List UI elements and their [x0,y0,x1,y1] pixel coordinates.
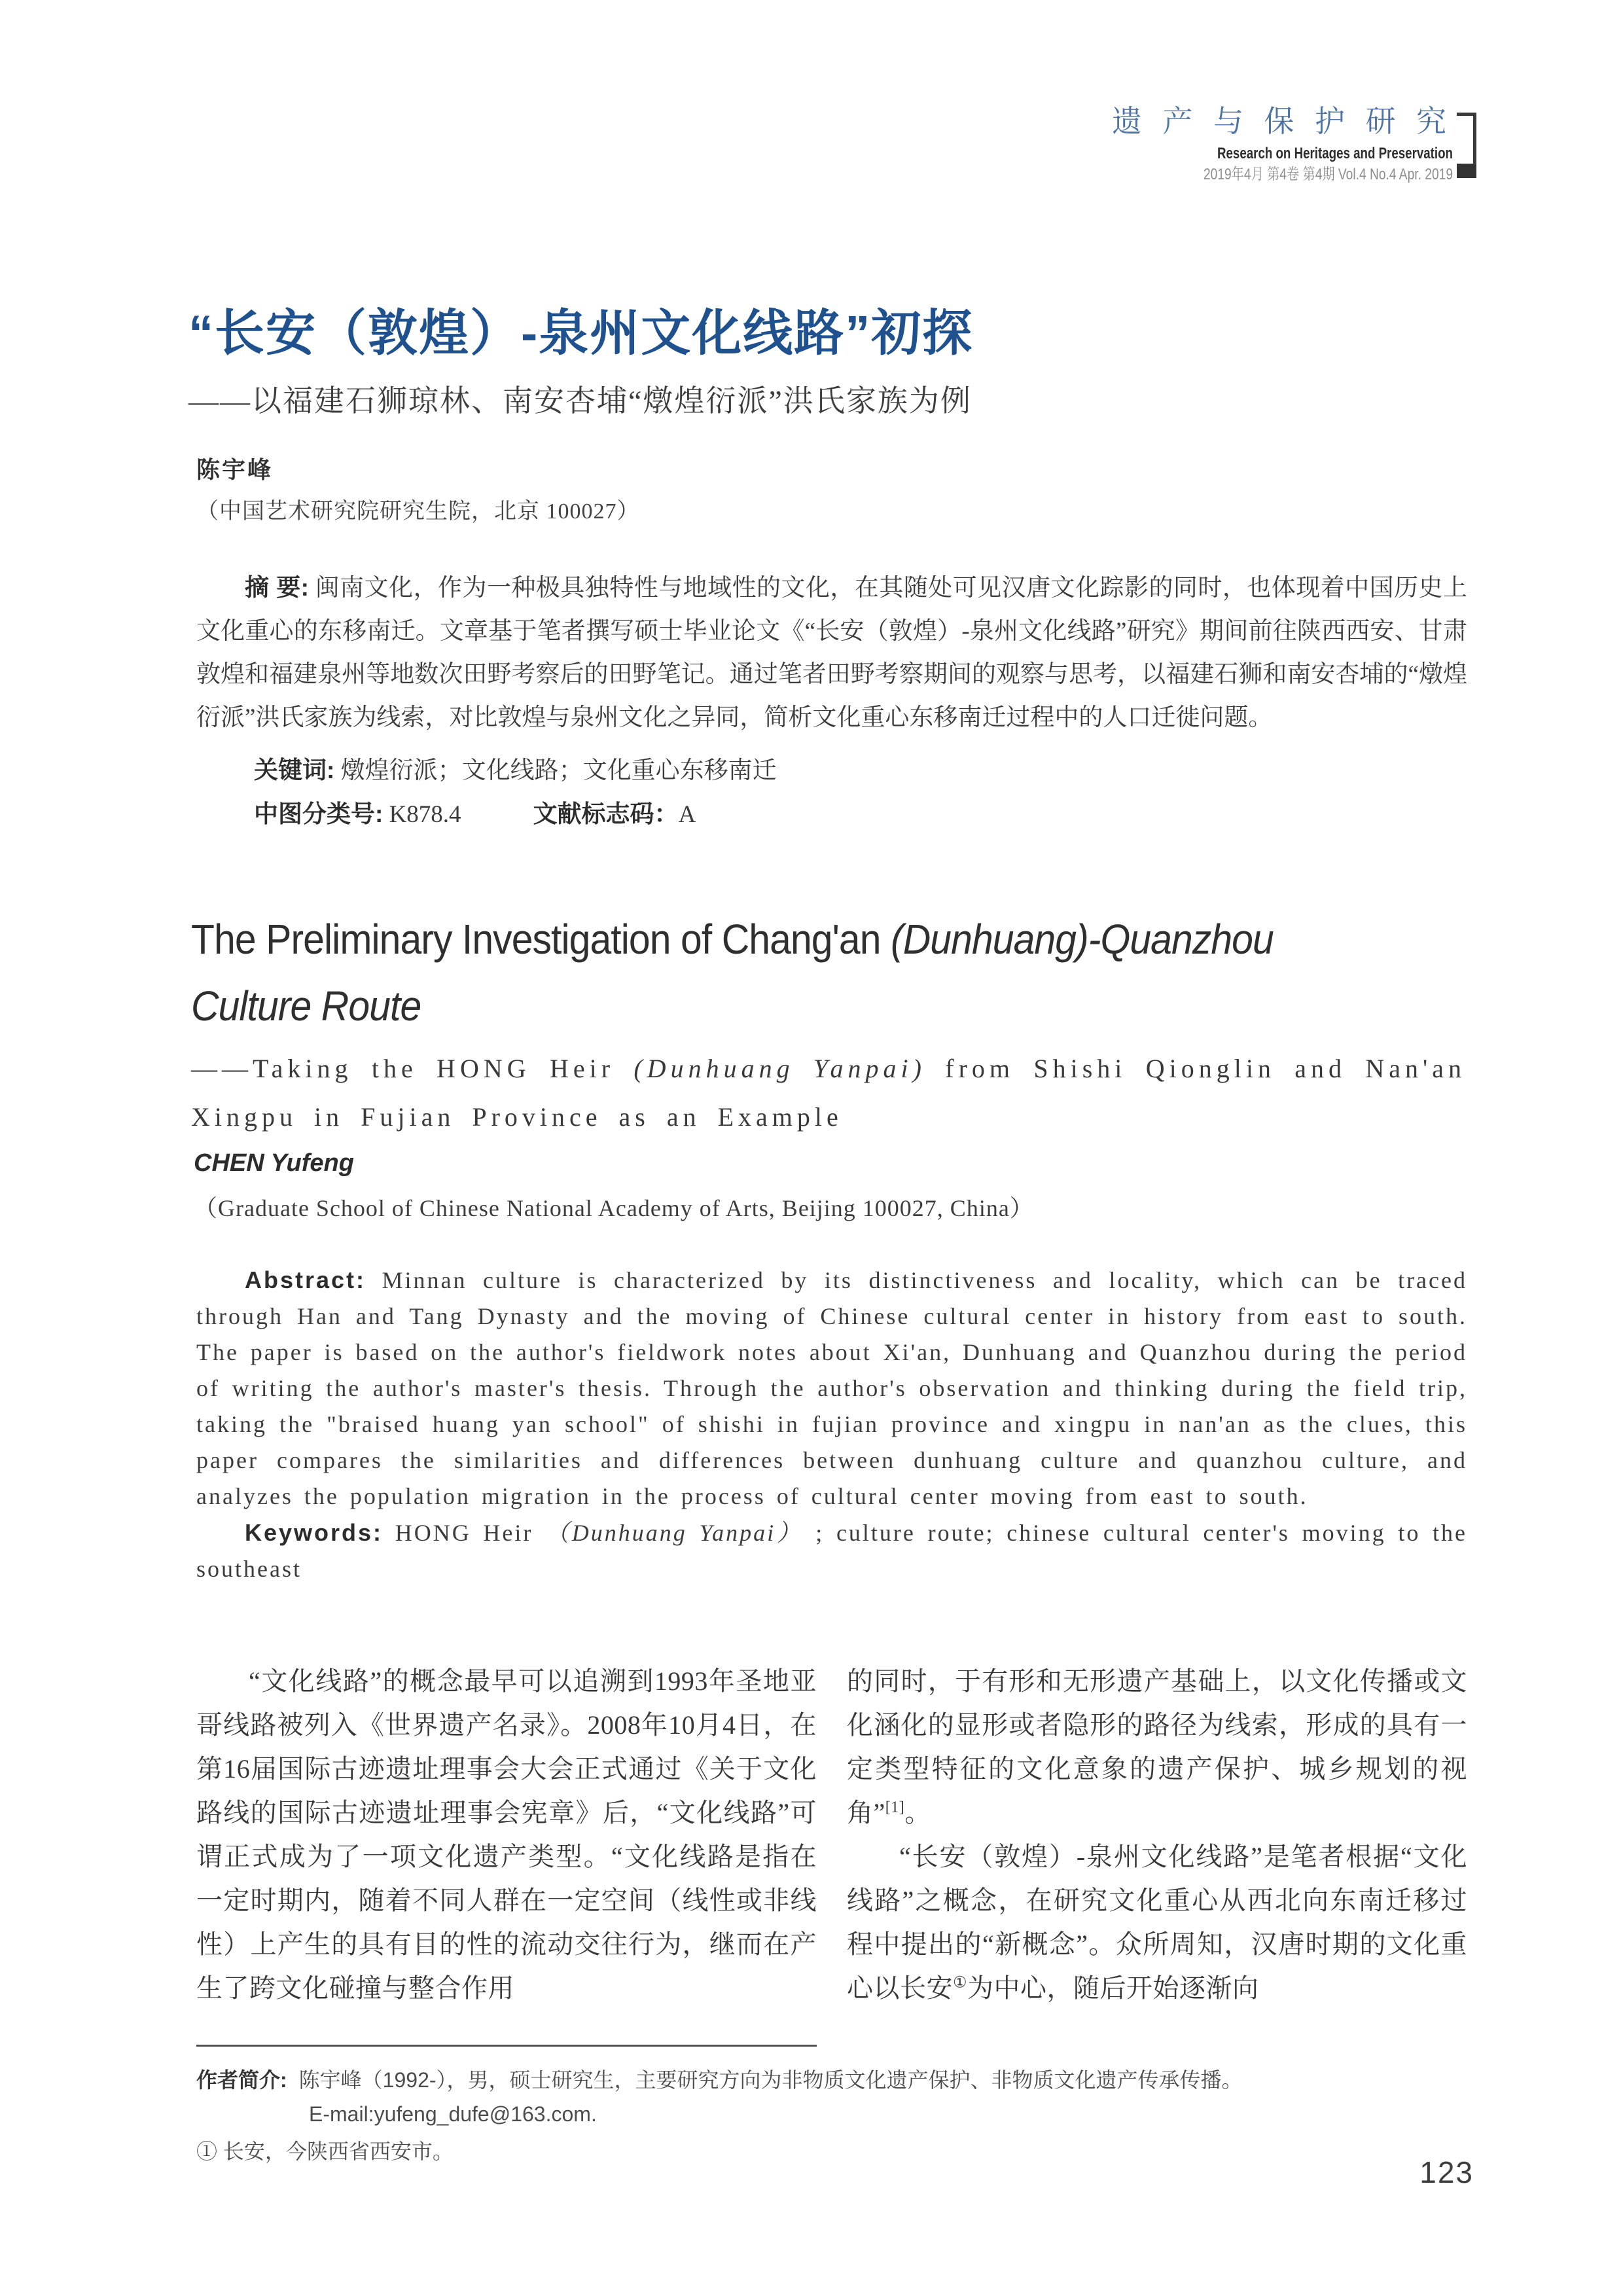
article-subtitle-en [191,1045,1466,1141]
journal-name-cn: 遗 产 与 保 护 研 究 [1112,105,1453,138]
reference-superscript-1: [1] [885,1799,905,1816]
journal-header [1112,103,1453,185]
keywords-en-italic: （Dunhuang Yanpai） [545,1520,804,1546]
subtitle-en-italic: (Dunhuang Yanpai) [633,1054,926,1083]
abstract-cn-paragraph [196,566,1467,740]
author-name-cn: 陈宇峰 [196,456,274,483]
doc-code-label: 文献标志码： [533,800,679,827]
author-affiliation-en: （Graduate School of Chinese National Academy of Arts, Beijing 100027, China） [194,1195,1034,1221]
clc-label: 中图分类号: [254,800,383,827]
title-en-regular: The Preliminary Investigation of Chang'an [191,916,891,963]
keywords-cn-label: 关键词: [254,757,335,783]
subtitle-en-post: from Shishi Qionglin and Nan'an Xingpu in Fujian Province as an Example [191,1054,1466,1132]
abstract-en-section [196,1262,1467,1587]
author-name-en: CHEN Yufeng [194,1149,354,1177]
keywords-en-post: ; culture route; chinese cultural center's moving to the southeast [196,1520,1467,1582]
body-paragraph-1: “文化线路”的概念最早可以追溯到1993年圣地亚哥线路被列入《世界遗产名录》。2008年10月4日，在第16届国际古迹遗址理事会大会正式通过《关于文化路线的国际古迹遗址理事会宪章》后，“文化线路”可谓正式成为了一项文化遗产类型。“文化线路是指在一定时期内，随着不同人群在一定空间（线性或非线性）上产生的具有目的性的流动交往行为，继而在产生了跨文化碰撞与整合作用 [196,1666,817,2003]
article-title-en-line1 [191,915,1274,963]
abstract-cn-text: 闽南文化，作为一种极具独特性与地域性的文化，在其随处可见汉唐文化踪影的同时，也体现着中国历史上文化重心的东移南迁。文章基于笔者撰写硕士毕业论文《“长安（敦煌）-泉州文化线路”研究》期间前往陕西西安、甘肃敦煌和福建泉州等地数次田野考察后的田野笔记。通过笔者田野考察期间的观察与思考，以福建石狮和南安杏埔的“燉煌衍派”洪氏家族为线索，对比敦煌与泉州文化之异同，简析文化重心东移南迁过程中的人口迁徙问题。 [196,575,1468,731]
article-title-en-line2 [191,982,421,1030]
body-p1-end: 。 [904,1798,931,1827]
article-title-cn: “长安（敦煌）-泉州文化线路”初探 [188,306,974,361]
title-en-italic: (Dunhuang)-Quanzhou [891,916,1274,963]
abstract-cn-label: 摘 要: [245,574,309,601]
body-right-column [847,1659,1467,2010]
keywords-cn-text: 燉煌衍派；文化线路；文化重心东移南迁 [340,757,777,784]
journal-name-en: Research on Heritages and Preservation [1217,145,1453,162]
title-en-line2-italic: Culture Route [191,982,421,1030]
keywords-en-label: Keywords: [245,1519,383,1546]
body-p2-text: “长安（敦煌）-泉州文化线路”是笔者根据“文化线路”之概念，在研究文化重心从西北向东南迁移过程中提出的“新概念”。众所周知，汉唐时期的文化重心以长安 [847,1842,1467,2003]
author-affiliation-cn: （中国艺术研究院研究生院，北京 100027） [196,499,640,524]
keywords-en-pre: HONG Heir [383,1520,546,1546]
journal-issue-info: 2019年4月 第4卷 第4期 Vol.4 No.4 Apr. 2019 [1203,166,1453,183]
footnote-superscript-1: ① [953,1974,968,1992]
clc-line [196,793,1467,836]
journal-bracket-mark-icon [1457,113,1476,178]
author-bio-text: 陈宇峰（1992-），男，硕士研究生，主要研究方向为非物质文化遗产保护、非物质文化遗产传承传播。 [298,2068,1243,2092]
keywords-cn-line [196,749,1467,793]
author-bio [196,2063,1479,2131]
abstract-en-paragraph [196,1262,1467,1515]
body-left-column [196,1659,817,2010]
subtitle-en-pre: ——Taking the HONG Heir [191,1054,634,1083]
author-bio-label: 作者简介: [196,2068,287,2092]
author-bio-line [196,2063,1479,2097]
abstract-en-label: Abstract: [245,1266,366,1293]
doc-code-value: A [678,801,696,828]
body-p1-text: 的同时，于有形和无形遗产基础上，以文化传播或文化涵化的显形或者隐形的路径为线索，形成的具有一定类型特征的文化意象的遗产保护、城乡规划的视角” [847,1666,1467,1827]
clc-value: K878.4 [389,801,461,828]
body-paragraph-2 [847,1835,1467,2010]
body-paragraph-1-continued [847,1659,1467,1835]
footnote-1: ① 长安，今陕西省西安市。 [196,2140,454,2163]
body-p2-end: 为中心，随后开始逐渐向 [967,1973,1259,2003]
keywords-en-line [196,1515,1467,1587]
author-email: E-mail:yufeng_dufe@163.com. [309,2102,597,2126]
abstract-cn-section [196,566,1467,836]
page-number: 123 [1419,2155,1474,2189]
abstract-en-text: Minnan culture is characterized by its distinctiveness and locality, which can be traced through Han and Tang Dynasty and the moving of Chinese cultural center in history from east to south. The paper is based on the author's fieldwork notes about Xi'an, Dunhuang and Quanzhou during the period of writing the author's master's thesis. Through the author's observation and thinking during the field trip, taking the "braised huang yan school" of shishi in fujian province and xingpu in nan'an as the clues, this paper compares the similarities and differences between dunhuang culture and quanzhou culture, and analyzes the population migration in the process of cultural center moving from east to south. [196,1267,1467,1509]
article-subtitle-cn: ——以福建石狮琼林、南安杏埔“燉煌衍派”洪氏家族为例 [188,384,972,418]
footnote-rule [196,2045,817,2047]
